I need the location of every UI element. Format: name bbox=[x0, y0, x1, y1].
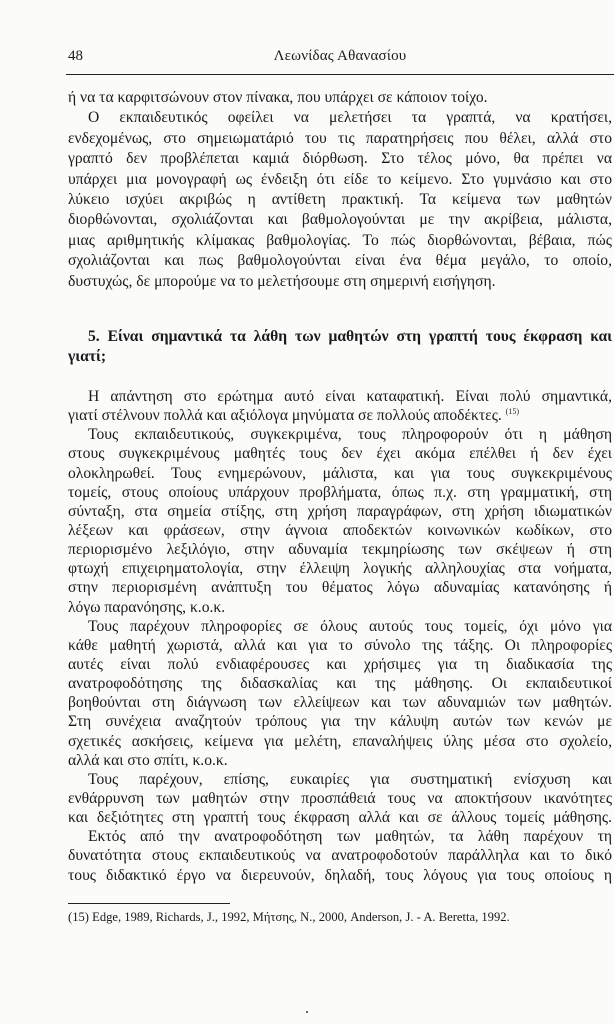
line-text: Ο εκπαιδευτικός οφείλει να μελετήσει τα γραπτά, να κρατήσει, bbox=[88, 109, 612, 127]
text-line bbox=[68, 129, 612, 149]
line-text: μιας αριθμητικής κλίμακας βαθμολογίας. Το πώς διορθώνονται, βέβαια, πώς bbox=[68, 231, 612, 249]
line-text: στην περιορισμένη ανάπτυξη του θέματος λόγω αδυναμίας κατανόησης ή bbox=[68, 579, 612, 597]
text-line bbox=[68, 617, 612, 636]
line-text: τους διδακτικό έργο να διερευνούν, δηλαδή, τους λόγους για τους οποίους η bbox=[68, 866, 612, 884]
body-text-block bbox=[68, 88, 612, 292]
text-line bbox=[68, 866, 612, 885]
text-line bbox=[68, 231, 612, 251]
text-line bbox=[68, 88, 612, 108]
line-text: Τους παρέχουν, επίσης, ευκαιρίες για συστηματική ενίσχυση και bbox=[88, 770, 612, 788]
text-line bbox=[68, 251, 612, 271]
line-text: Εκτός από την ανατροφοδότηση των μαθητών, τα λάθη παρέχουν τη bbox=[88, 828, 612, 846]
line-text: αυτές είναι πολύ ενδιαφέρουσες και χρήσιμες για τη διαδικασία της bbox=[68, 655, 612, 673]
body-text-block bbox=[68, 387, 612, 885]
line-text: γιατί; bbox=[68, 348, 107, 366]
text-line bbox=[68, 483, 612, 502]
line-text: λύκειο ισχύει ακριβώς η αντίθετη πρακτική. Τα κείμενα των μαθητών bbox=[68, 190, 612, 208]
line-text: περιορισμένο λεξιλόγιο, στην αδυναμία τεκμηρίωσης των σκέψεων ή στη bbox=[68, 541, 612, 559]
line-text: βοηθούνται στη διάγνωση των ελλείψεων και των αδυναμιών των μαθητών. bbox=[68, 694, 612, 712]
line-text: λόγω παρανόησης, κ.ο.κ. bbox=[68, 598, 226, 616]
text-line bbox=[68, 149, 612, 169]
line-text: υπάρχει μια μονογραφή ως ένδειξη ότι είδε το κείμενο. Στο γυμνάσιο και στο bbox=[68, 170, 612, 188]
text-line bbox=[68, 598, 612, 617]
text-line bbox=[68, 540, 612, 559]
line-text: και δεξιότητες στη γραπτή τους έκφραση αλλά και σε άλλους τομείς μάθησης. bbox=[68, 809, 612, 827]
text-line bbox=[68, 464, 612, 483]
line-text: ή να τα καρφιτσώνουν στον πίνακα, που υπάρχει σε κάποιον τοίχο. bbox=[68, 89, 488, 106]
header-rule bbox=[66, 74, 614, 75]
text-line bbox=[68, 732, 612, 751]
line-text: κάθε μαθητή χωριστά, αλλά και για το σύνολο της τάξης. Οι πληροφορίες bbox=[68, 636, 612, 654]
line-text: σύνταξη, στα σημεία στίξης, στη χρήση παραγράφων, στη χρήση ιδιωματικών bbox=[68, 502, 612, 520]
text-line bbox=[68, 190, 612, 210]
section-heading bbox=[68, 327, 612, 368]
line-text: δυστυχώς, δε μπορούμε να το μελετήσουμε στη σημερινή εισήγηση. bbox=[68, 272, 496, 290]
text-line bbox=[68, 827, 612, 846]
line-text: ανατροφοδότησης της διδασκαλίας και της μάθησης. Οι εκπαιδευτικοί bbox=[68, 675, 612, 693]
line-text: τομείς, στους οποίους υπάρχουν προβλήματα, όπως π.χ. στη γραμματική, στη bbox=[68, 483, 612, 501]
line-text: σχολιάζονται και πως βαθμολογούνται είναι ένα θέμα μεγάλο, το οποίο, bbox=[68, 252, 612, 270]
text-line bbox=[68, 751, 612, 770]
text-line bbox=[68, 789, 612, 808]
line-text: σχετικές ασκήσεις, κείμενα για μελέτη, επαναλήψεις ύλης μέσα στο σχολείο, bbox=[68, 732, 612, 750]
text-line bbox=[68, 387, 612, 406]
text-line bbox=[68, 170, 612, 190]
line-text: διορθώνονται, σχολιάζονται και βαθμολογούνται με την ακρίβεια, μάλιστα, bbox=[68, 211, 612, 229]
line-text: ενθάρρυνση των μαθητών στην προσπάθειά τους να αποκτήσουν ικανότητες bbox=[68, 789, 612, 807]
text-line bbox=[68, 327, 612, 347]
text-line bbox=[68, 406, 612, 425]
text-line bbox=[68, 210, 612, 230]
line-text: στους συγκεκριμένους μαθητές τους δεν έχει ακόμα επέλθει ή δεν έχει bbox=[68, 445, 612, 463]
text-line bbox=[68, 108, 612, 128]
line-text: γιατί στέλνουν πολλά και αξιόλογα μηνύματα σε πολλούς αποδέκτες. bbox=[68, 407, 502, 425]
footnote: (15) Edge, 1989, Richards, J., 1992, Μήτσης, Ν., 2000, Anderson, J. - A. Beretta, 1992. bbox=[68, 910, 510, 924]
text-line bbox=[68, 712, 612, 731]
page-number: 48 bbox=[68, 48, 83, 64]
text-line bbox=[68, 347, 612, 367]
text-line bbox=[68, 578, 612, 597]
text-line bbox=[68, 655, 612, 674]
text-line bbox=[68, 502, 612, 521]
scan-speck bbox=[306, 1011, 308, 1013]
line-text: ολοκληρωθεί. Τους ενημερώνουν, μάλιστα, και για τους συγκεκριμένους bbox=[68, 464, 612, 482]
text-line bbox=[68, 444, 612, 463]
page-header bbox=[68, 48, 612, 68]
text-line bbox=[68, 770, 612, 789]
text-line bbox=[68, 272, 612, 292]
footnote-reference: (15) bbox=[505, 406, 519, 416]
line-text: αλλά και στο σπίτι, κ.ο.κ. bbox=[68, 751, 228, 769]
line-text: δυνατότητα στους εκπαιδευτικούς να ανατροφοδοτούν παράλληλα και το δικό bbox=[68, 847, 612, 865]
line-text: ενδεχομένως, στο σημειωματάριό του τις παρατηρήσεις που θέλει, αλλά στο bbox=[68, 129, 612, 147]
text-line bbox=[68, 846, 612, 865]
line-text: φτωχή επιχειρηματολογία, στην έλλειψη λογικής αλληλουχίας στα νοήματα, bbox=[68, 560, 612, 578]
line-text: λέξεων και φράσεων, στην άγνοια αποδεκτών κοινωνικών κωδίκων, στο bbox=[68, 521, 612, 539]
text-line bbox=[68, 674, 612, 693]
text-line bbox=[68, 808, 612, 827]
line-text: Τους παρέχουν πληροφορίες σε όλους αυτούς τους τομείς, όχι μόνο για bbox=[88, 617, 612, 635]
line-text: 5. Είναι σημαντικά τα λάθη των μαθητών στη γραπτή τους έκφραση και bbox=[88, 328, 612, 345]
text-line bbox=[68, 636, 612, 655]
text-line bbox=[68, 559, 612, 578]
text-line bbox=[68, 521, 612, 540]
line-text: Τους εκπαιδευτικούς, συγκεκριμένα, τους πληροφορούν ότι η μάθηση bbox=[88, 426, 612, 444]
line-text: γραπτό δεν προβλέπεται καμιά διόρθωση. Στο τέλος μόνο, θα πρέπει να bbox=[68, 150, 612, 168]
footnote-rule bbox=[68, 903, 230, 904]
line-text: Στη συνέχεια αναζητούν τρόπους για την κάλυψη αυτών των κενών με bbox=[68, 713, 612, 731]
line-text: Η απάντηση στο ερώτημα αυτό είναι καταφατική. Είναι πολύ σημαντικά, bbox=[88, 388, 612, 405]
text-line bbox=[68, 693, 612, 712]
text-line bbox=[68, 425, 612, 444]
running-title: Λεωνίδας Αθανασίου bbox=[273, 48, 407, 64]
